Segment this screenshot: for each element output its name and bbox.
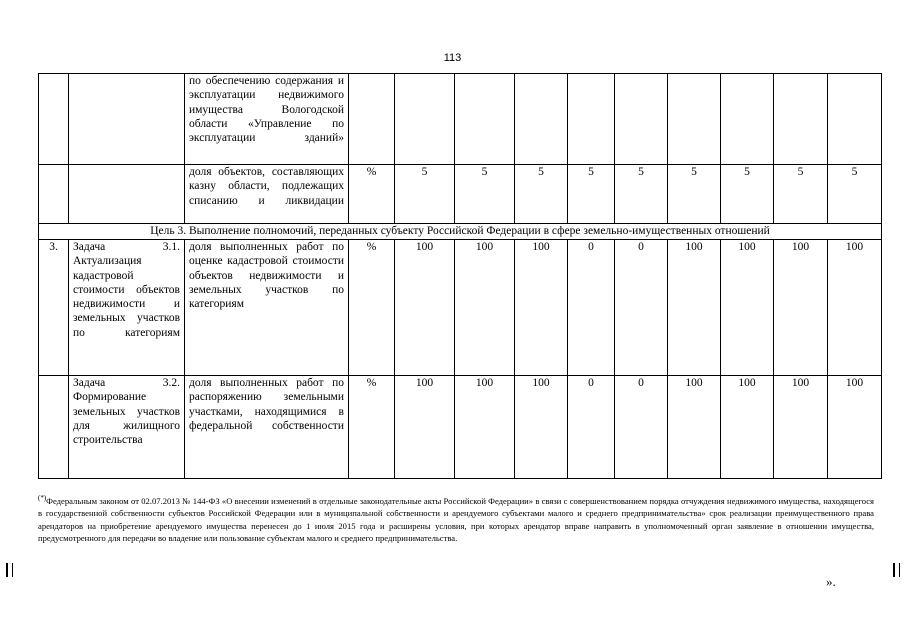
value-cell: 0 xyxy=(568,376,615,479)
value-cell xyxy=(515,74,568,165)
value-cell xyxy=(455,74,515,165)
value-cell xyxy=(668,74,721,165)
goal-heading: Цель 3. Выполнение полномочий, переданных субъекту Российской Федерации в сфере земельно-имущественных отношений xyxy=(39,224,882,240)
value-cell: 100 xyxy=(774,240,828,376)
footnote-text: Федеральным законом от 02.07.2013 № 144-ФЗ «О внесении изменений в отдельные законодательные акты Российской Федерации» в связи с совершенствованием порядка отчуждения недвижимого имущества, находящегося в государственной собственности субъектов Российской Федерации или в муниципальной собственности и арендуемого субъектами малого и среднего предпринимательства» срок реализации преимущественного права арендаторов на приобретение арендуемого имущества перенесен до 1 июля 2015 года и расширены условия, при которых арендатор вправе направить в уполномоченный орган заявление в отношении имущества, предусмотренного для передачи во владение или пользование субъектам малого и среднего предпринимательства. xyxy=(38,495,874,544)
value-cell xyxy=(828,74,882,165)
task-cell xyxy=(69,240,185,376)
left-binding-mark xyxy=(6,563,13,577)
right-binding-mark xyxy=(893,563,900,577)
value-cell: 100 xyxy=(828,376,882,479)
unit-cell: % xyxy=(349,165,395,224)
footnote xyxy=(38,492,874,544)
value-cell: 100 xyxy=(515,376,568,479)
value-cell: 5 xyxy=(828,165,882,224)
value-cell: 5 xyxy=(568,165,615,224)
value-cell: 100 xyxy=(455,376,515,479)
page-number: 113 xyxy=(443,52,462,64)
value-cell xyxy=(721,74,774,165)
value-cell xyxy=(395,74,455,165)
value-cell: 5 xyxy=(615,165,668,224)
value-cell: 5 xyxy=(455,165,515,224)
row-number-cell xyxy=(39,376,69,479)
value-cell: 100 xyxy=(721,240,774,376)
value-cell: 100 xyxy=(828,240,882,376)
goal-row xyxy=(39,224,882,240)
closing-quote-mark: ». xyxy=(826,574,836,589)
value-cell: 0 xyxy=(615,240,668,376)
value-cell: 5 xyxy=(395,165,455,224)
task-cell xyxy=(69,74,185,165)
row-number-cell xyxy=(39,74,69,165)
value-cell: 100 xyxy=(668,376,721,479)
value-cell xyxy=(568,74,615,165)
indicator-text: доля объектов, составляющих казну области, подлежащих списанию и ликвидации xyxy=(189,166,344,207)
value-cell: 100 xyxy=(455,240,515,376)
indicator-cell xyxy=(185,240,349,376)
indicator-text: доля выполненных работ по оценке кадастровой стоимости объектов недвижимости и земельных участков по категориям xyxy=(189,241,344,311)
value-cell: 100 xyxy=(721,376,774,479)
unit-cell: % xyxy=(349,376,395,479)
indicators-table xyxy=(38,73,882,479)
value-cell: 100 xyxy=(515,240,568,376)
task-cell xyxy=(69,165,185,224)
value-cell: 0 xyxy=(615,376,668,479)
value-cell: 100 xyxy=(668,240,721,376)
task-text: Задача 3.2. Формирование земельных участков для жилищного строительства xyxy=(73,377,180,447)
task-cell xyxy=(69,376,185,479)
value-cell xyxy=(615,74,668,165)
value-cell: 5 xyxy=(774,165,828,224)
row-number-cell: 3. xyxy=(39,240,69,376)
table-row xyxy=(39,376,882,479)
task-text: Задача 3.1. Актуализация кадастровой стоимости объектов недвижимости и земельных участков по категориям xyxy=(73,241,180,339)
value-cell: 5 xyxy=(515,165,568,224)
table-row xyxy=(39,165,882,224)
value-cell: 100 xyxy=(774,376,828,479)
indicator-cell xyxy=(185,376,349,479)
value-cell: 100 xyxy=(395,240,455,376)
row-number-cell xyxy=(39,165,69,224)
value-cell xyxy=(774,74,828,165)
unit-cell xyxy=(349,74,395,165)
indicator-text: по обеспечению содержания и эксплуатации недвижимого имущества Вологодской области «Управление по эксплуатации зданий» xyxy=(189,75,344,145)
footnote-marker: (*) xyxy=(38,494,47,502)
indicator-cell xyxy=(185,165,349,224)
value-cell: 5 xyxy=(721,165,774,224)
table-row xyxy=(39,240,882,376)
unit-cell: % xyxy=(349,240,395,376)
value-cell: 0 xyxy=(568,240,615,376)
indicator-text: доля выполненных работ по распоряжению земельными участками, находящимися в федеральной собственности xyxy=(189,377,344,432)
indicator-cell xyxy=(185,74,349,165)
value-cell: 100 xyxy=(395,376,455,479)
table-row xyxy=(39,74,882,165)
value-cell: 5 xyxy=(668,165,721,224)
